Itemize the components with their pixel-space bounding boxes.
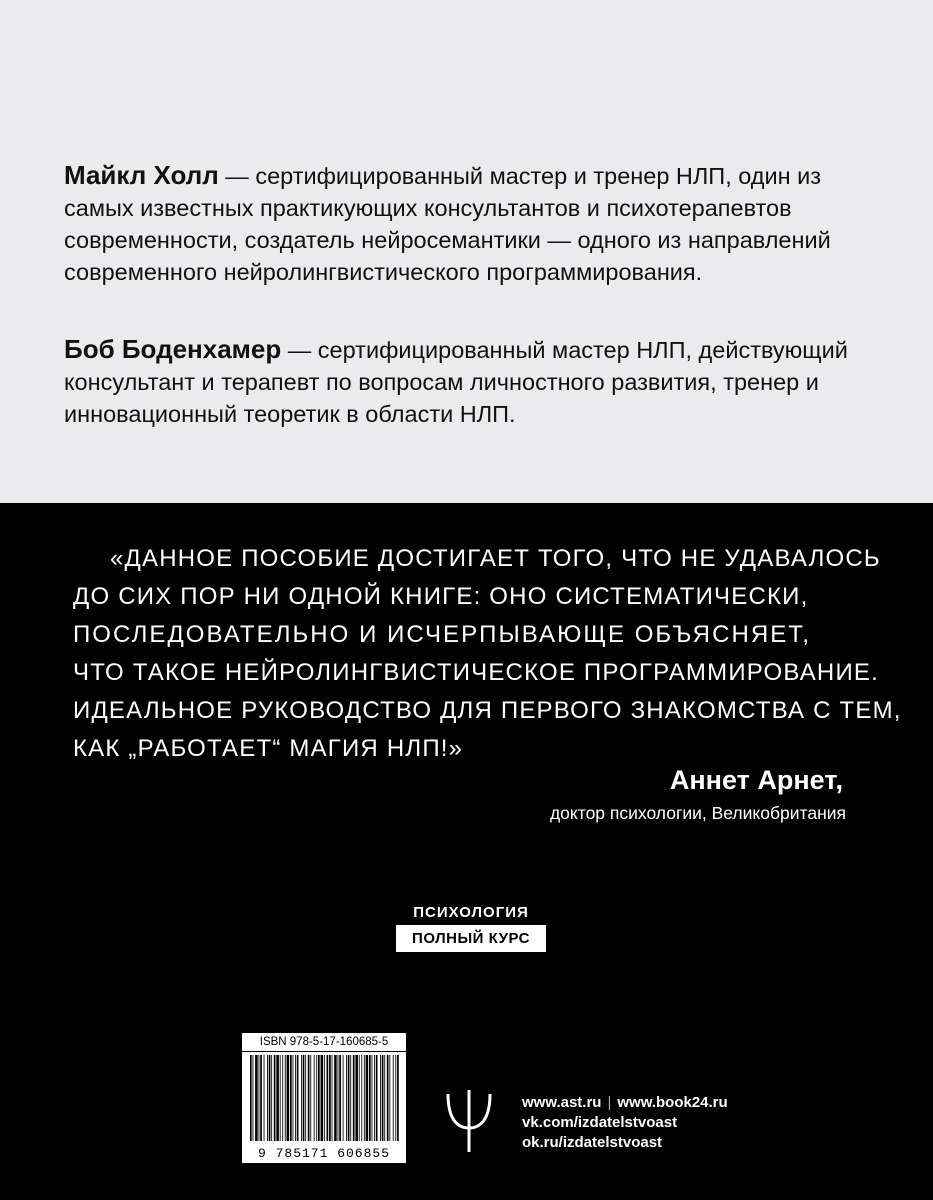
psi-icon bbox=[444, 1086, 494, 1156]
link-ast[interactable]: www.ast.ru bbox=[522, 1094, 602, 1111]
quote-line: ПОСЛЕДОВАТЕЛЬНО И ИСЧЕРПЫВАЮЩЕ ОБЪЯСНЯЕТ, bbox=[73, 621, 812, 648]
author-bios-panel bbox=[0, 0, 933, 503]
link-vk[interactable]: vk.com/izdatelstvoast bbox=[522, 1114, 678, 1131]
link-ok[interactable]: ok.ru/izdatelstvoast bbox=[522, 1134, 663, 1151]
series-badge bbox=[396, 903, 546, 952]
link-separator: | bbox=[607, 1094, 612, 1111]
quote-line: «ДАННОЕ ПОСОБИЕ ДОСТИГАЕТ ТОГО, ЧТО НЕ УДАВАЛОСЬ bbox=[110, 545, 881, 572]
quote-author-title: доктор психологии, Великобритания bbox=[549, 803, 846, 823]
bio-text: — сертифицированный мастер НЛП, действующий консультант и терапевт по вопросам личностного развития, тренер и инновационный теоретик в области НЛП. bbox=[64, 337, 848, 427]
isbn-text: ISBN 978-5-17-160685-5 bbox=[242, 1033, 406, 1052]
series-box: ПОЛНЫЙ КУРС bbox=[396, 925, 546, 952]
barcode-icon bbox=[248, 1055, 400, 1141]
link-book24[interactable]: www.book24.ru bbox=[617, 1094, 728, 1111]
quote-panel bbox=[0, 503, 933, 1200]
bio-michael-hall bbox=[64, 159, 884, 288]
quote-line: ИДЕАЛЬНОЕ РУКОВОДСТВО ДЛЯ ПЕРВОГО ЗНАКОМСТВА С ТЕМ, bbox=[73, 697, 902, 724]
bio-text: — сертифицированный мастер и тренер НЛП, один из самых известных практикующих консультантов и психотерапевтов современности, создатель нейросемантики — одного из направлений современного нейролингвистического программирования. bbox=[64, 163, 831, 285]
bio-bob-bodenhamer bbox=[64, 333, 884, 430]
bio-name: Майкл Холл bbox=[64, 160, 219, 190]
series-label: ПСИХОЛОГИЯ bbox=[413, 904, 529, 921]
quote-line: КАК „РАБОТАЕТ“ МАГИЯ НЛП!» bbox=[73, 735, 464, 762]
barcode-digits: 9 785171 606855 bbox=[257, 1146, 391, 1161]
publisher-links bbox=[522, 1093, 728, 1153]
isbn-barcode-block bbox=[242, 1033, 406, 1163]
bio-name: Боб Боденхамер bbox=[64, 334, 282, 364]
quote-line: ЧТО ТАКОЕ НЕЙРОЛИНГВИСТИЧЕСКОЕ ПРОГРАММИРОВАНИЕ. bbox=[73, 659, 879, 686]
quote-author: Аннет Арнет, bbox=[669, 765, 843, 795]
review-quote bbox=[73, 540, 902, 768]
quote-line: ДО СИХ ПОР НИ ОДНОЙ КНИГЕ: ОНО СИСТЕМАТИЧЕСКИ, bbox=[73, 583, 809, 610]
